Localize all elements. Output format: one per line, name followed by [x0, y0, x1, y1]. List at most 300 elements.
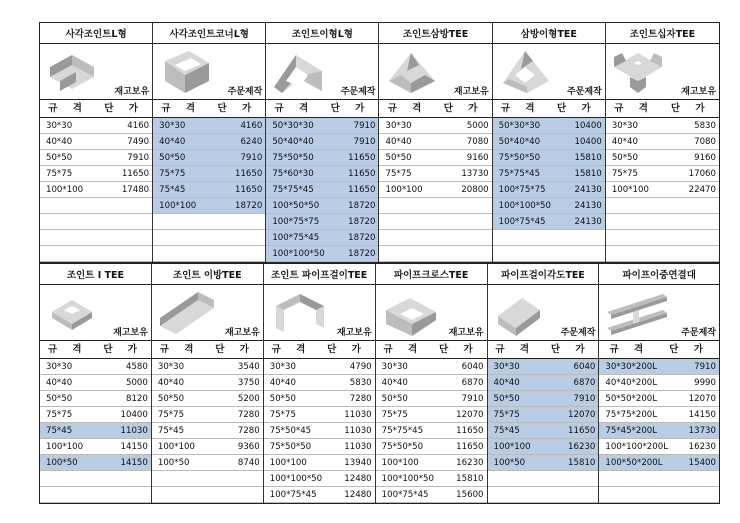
product-title: 조인트 I TEE: [40, 264, 151, 285]
size-cell: 40*40: [46, 377, 73, 388]
product-column: [264, 264, 376, 503]
table-row: [153, 246, 265, 262]
column-header: [606, 100, 719, 118]
column-header: [599, 341, 719, 359]
size-cell: 100*75*45: [272, 232, 320, 243]
spec-header: 규 격: [161, 103, 202, 114]
table-row: [266, 214, 378, 230]
price-cell: 9360: [237, 441, 260, 452]
table-row: [376, 455, 487, 471]
size-cell: 100*75*45: [498, 216, 546, 227]
table-row: [40, 198, 152, 214]
table-row: [40, 214, 152, 230]
price-cell: 9160: [694, 152, 716, 163]
table-row: [488, 359, 599, 375]
price-cell: 7910: [127, 152, 150, 163]
table-row: [264, 407, 375, 423]
table-row: [376, 439, 487, 455]
size-cell: 50*50*200L: [605, 393, 658, 404]
price-cell: 18720: [348, 232, 376, 243]
price-cell: 4160: [127, 120, 150, 131]
price-cell: 13730: [461, 168, 489, 179]
column-header: [40, 100, 152, 118]
size-cell: 50*50: [385, 152, 412, 163]
table-row: [599, 487, 719, 503]
size-cell: 30*30: [46, 361, 73, 372]
size-cell: 100*100: [46, 441, 84, 452]
column-header: [488, 341, 599, 359]
size-cell: 30*30: [611, 120, 638, 131]
size-cell: 75*50*50: [381, 441, 424, 452]
size-cell: 100*100*50: [269, 473, 323, 484]
size-cell: 100*100: [385, 184, 423, 195]
table-row: [266, 182, 378, 198]
size-cell: 75*45: [46, 425, 73, 436]
product-column: [599, 264, 719, 503]
size-cell: 30*30: [159, 120, 186, 131]
size-cell: 100*100*50: [498, 200, 551, 211]
price-cell: 12070: [688, 393, 716, 404]
table-row: [493, 134, 605, 150]
stock-status: 주문제작: [560, 328, 596, 338]
column-header: [40, 341, 151, 359]
table-row: [493, 198, 605, 214]
table-row: [379, 246, 491, 262]
table-row: [264, 391, 375, 407]
product-image: [266, 44, 378, 100]
price-cell: 6870: [461, 377, 484, 388]
size-cell: 75*75: [385, 168, 412, 179]
size-cell: 75*60*30: [272, 168, 314, 179]
table-row: [40, 166, 152, 182]
size-cell: 40*40*200L: [605, 377, 658, 388]
price-cell: 15810: [574, 168, 602, 179]
size-cell: 100*50*200L: [605, 457, 663, 468]
product-column: [266, 23, 379, 262]
column-header: [152, 341, 263, 359]
price-cell: 9990: [694, 377, 716, 388]
table-row: [152, 391, 263, 407]
table-row: [40, 230, 152, 246]
product-title: 조인트삼방TEE: [379, 23, 491, 44]
product-title: 조인트십자TEE: [606, 23, 719, 44]
price-header: 단 가: [327, 344, 367, 355]
table-row: [152, 359, 263, 375]
price-cell: 13730: [688, 425, 716, 436]
size-cell: 75*75: [159, 168, 186, 179]
table-row: [488, 423, 599, 439]
table-row: [488, 471, 599, 487]
size-cell: 40*40: [381, 377, 408, 388]
table-row: [264, 487, 375, 503]
table-row: [40, 182, 152, 198]
table-row: [376, 359, 487, 375]
price-cell: 20800: [461, 184, 489, 195]
price-cell: 11650: [121, 168, 150, 179]
table-row: [599, 423, 719, 439]
price-cell: 8120: [126, 393, 148, 404]
table-row: [266, 118, 378, 134]
size-cell: 100*100*200L: [605, 441, 668, 452]
product-image: [379, 44, 491, 100]
table-row: [153, 182, 265, 198]
price-cell: 5830: [349, 377, 372, 388]
price-cell: 7080: [466, 136, 489, 147]
size-cell: 100*100: [157, 441, 195, 452]
size-cell: 40*40: [611, 136, 638, 147]
table-row: [599, 439, 719, 455]
column-header: [376, 341, 487, 359]
price-cell: 13940: [344, 457, 372, 468]
product-column: [493, 23, 606, 262]
table-row: [606, 166, 719, 182]
price-cell: 12070: [568, 409, 596, 420]
price-cell: 16230: [568, 441, 596, 452]
product-title: 파이프이중연결대: [599, 264, 719, 285]
table-row: [266, 166, 378, 182]
size-cell: 30*30: [385, 120, 412, 131]
product-title: 삼방이형TEE: [493, 23, 605, 44]
table-row: [599, 375, 719, 391]
spec-header: 규 격: [274, 103, 315, 114]
table-row: [606, 118, 719, 134]
table-row: [152, 439, 263, 455]
price-cell: 11650: [568, 425, 596, 436]
price-cell: 11030: [344, 441, 372, 452]
size-cell: 30*30: [157, 361, 185, 372]
product-image: [599, 285, 719, 341]
price-cell: 14150: [688, 409, 716, 420]
size-cell: 100*75*75: [498, 184, 546, 195]
size-cell: 75*45: [159, 184, 186, 195]
price-cell: 10400: [574, 120, 602, 131]
table-row: [488, 439, 599, 455]
product-image: [40, 44, 152, 100]
product-image: [376, 285, 487, 341]
table-row: [599, 391, 719, 407]
table-row: [152, 455, 263, 471]
price-cell: 7280: [237, 425, 260, 436]
price-cell: 4790: [349, 361, 372, 372]
size-cell: 75*75*200L: [605, 409, 658, 420]
size-cell: 50*50: [493, 393, 520, 404]
table-row: [599, 471, 719, 487]
price-cell: 18720: [348, 216, 376, 227]
table-row: [376, 375, 487, 391]
table-row: [264, 455, 375, 471]
size-cell: 30*30: [269, 361, 296, 372]
size-cell: 50*50: [46, 152, 73, 163]
size-cell: 50*50: [381, 393, 408, 404]
table-row: [264, 359, 375, 375]
price-cell: 11650: [348, 184, 376, 195]
product-image: [153, 44, 265, 100]
size-cell: 50*50: [46, 393, 73, 404]
table-row: [264, 471, 375, 487]
size-cell: 100*100: [159, 200, 197, 211]
size-cell: 100*100*50: [272, 248, 325, 259]
product-image: [493, 44, 605, 100]
size-cell: 100*50: [157, 457, 190, 468]
size-cell: 50*40*40: [272, 136, 314, 147]
price-cell: 15810: [574, 152, 602, 163]
stock-status: 주문제작: [567, 87, 602, 97]
price-cell: 10400: [574, 136, 602, 147]
product-column: [379, 23, 492, 262]
size-cell: 100*75*45: [269, 489, 317, 500]
table-row: [599, 407, 719, 423]
price-cell: 16230: [456, 457, 484, 468]
price-cell: 11650: [348, 168, 376, 179]
price-cell: 24130: [574, 216, 602, 227]
price-cell: 15810: [456, 473, 484, 484]
spec-header: 규 격: [48, 103, 88, 114]
size-cell: 30*30: [46, 120, 73, 131]
stock-status: 재고보유: [336, 328, 372, 338]
price-cell: 7280: [349, 393, 372, 404]
table-row: [379, 230, 491, 246]
table-row: [376, 391, 487, 407]
product-image: [488, 285, 599, 341]
price-cell: 11650: [348, 152, 376, 163]
price-cell: 7910: [461, 393, 484, 404]
price-cell: 11030: [120, 425, 148, 436]
table-row: [379, 118, 491, 134]
table-row: [153, 166, 265, 182]
price-cell: 5000: [466, 120, 489, 131]
table-row: [152, 407, 263, 423]
table-row: [152, 375, 263, 391]
product-column: [40, 264, 152, 503]
price-cell: 24130: [574, 200, 602, 211]
price-cell: 15600: [456, 489, 484, 500]
size-cell: 100*100: [381, 457, 419, 468]
size-cell: 75*75: [493, 409, 520, 420]
table-row: [488, 487, 599, 503]
size-cell: 40*40: [157, 377, 185, 388]
size-cell: 100*75*75: [272, 216, 320, 227]
price-cell: 7910: [353, 120, 376, 131]
price-cell: 9160: [466, 152, 489, 163]
size-cell: 100*75*45: [381, 489, 429, 500]
price-cell: 14150: [120, 441, 148, 452]
product-image: [264, 285, 375, 341]
table-row: [493, 150, 605, 166]
price-cell: 10400: [120, 409, 148, 420]
table-row: [606, 182, 719, 198]
price-cell: 12480: [344, 473, 372, 484]
price-cell: 16230: [688, 441, 716, 452]
product-title: 조인트 파이프걸이TEE: [264, 264, 375, 285]
table-row: [493, 246, 605, 262]
size-cell: 75*45*200L: [605, 425, 658, 436]
size-cell: 100*100: [493, 441, 531, 452]
stock-status: 재고보유: [113, 328, 148, 338]
size-cell: 50*30*30: [498, 120, 541, 131]
product-column: [376, 264, 488, 503]
table-row: [606, 198, 719, 214]
price-cell: 5000: [126, 377, 148, 388]
table-row: [40, 455, 151, 471]
table-row: [376, 407, 487, 423]
size-cell: 75*75: [46, 409, 73, 420]
price-cell: 22470: [688, 184, 716, 195]
spec-header: 규 격: [614, 103, 654, 114]
table-row: [488, 407, 599, 423]
size-cell: 100*100: [46, 184, 84, 195]
table-row: [606, 214, 719, 230]
spec-header: 규 격: [495, 344, 536, 355]
stock-status: 주문제작: [681, 328, 716, 338]
size-cell: 40*40: [493, 377, 520, 388]
size-cell: 75*75: [269, 409, 296, 420]
price-cell: 7280: [237, 409, 260, 420]
price-cell: 15810: [568, 457, 596, 468]
product-image: [606, 44, 719, 100]
price-header: 단 가: [215, 344, 255, 355]
price-header: 단 가: [556, 103, 597, 114]
stock-status: 주문제작: [340, 87, 376, 97]
table-row: [493, 166, 605, 182]
product-image: [152, 285, 263, 341]
size-cell: 100*50*50: [272, 200, 320, 211]
price-header: 단 가: [438, 344, 479, 355]
price-cell: 7910: [353, 136, 376, 147]
price-cell: 18720: [348, 200, 376, 211]
spec-header: 규 격: [159, 344, 200, 355]
table-row: [40, 246, 152, 262]
table-row: [606, 230, 719, 246]
table-row: [153, 214, 265, 230]
column-header: [153, 100, 265, 118]
price-header: 단 가: [443, 103, 484, 114]
price-cell: 7490: [127, 136, 150, 147]
price-cell: 7910: [573, 393, 596, 404]
price-cell: 4580: [126, 361, 148, 372]
price-cell: 11650: [456, 441, 484, 452]
price-cell: 11030: [344, 425, 372, 436]
size-cell: 50*50: [269, 393, 296, 404]
size-cell: 50*50: [157, 393, 185, 404]
product-title: 조인트이형L형: [266, 23, 378, 44]
table-row: [599, 359, 719, 375]
spec-header: 규 격: [609, 344, 650, 355]
table-row: [599, 455, 719, 471]
table-row: [40, 471, 151, 487]
size-cell: 75*50*50: [498, 152, 541, 163]
price-header: 단 가: [330, 103, 371, 114]
table-row: [153, 198, 265, 214]
price-header: 단 가: [550, 344, 591, 355]
spec-header: 규 격: [47, 344, 88, 355]
table-row: [153, 230, 265, 246]
size-cell: 40*40: [269, 377, 296, 388]
size-cell: 75*75: [381, 409, 408, 420]
price-cell: 3750: [237, 377, 260, 388]
size-cell: 100*50: [46, 457, 78, 468]
table-row: [488, 375, 599, 391]
table-row: [493, 230, 605, 246]
table-row: [264, 375, 375, 391]
spec-header: 규 격: [500, 103, 541, 114]
price-cell: 6870: [573, 377, 596, 388]
size-cell: 75*50*45: [269, 425, 312, 436]
table-row: [40, 359, 151, 375]
table-row: [40, 375, 151, 391]
column-header: [379, 100, 491, 118]
table-row: [488, 455, 599, 471]
size-cell: 100*100: [611, 184, 649, 195]
product-column: [606, 23, 719, 262]
price-cell: 3540: [237, 361, 260, 372]
stock-status: 주문제작: [227, 87, 263, 97]
price-cell: 7910: [240, 152, 263, 163]
table-row: [266, 150, 378, 166]
table-row: [493, 182, 605, 198]
size-cell: 100*50: [493, 457, 526, 468]
size-cell: 75*75: [611, 168, 638, 179]
product-title: 사각조인트코너L형: [153, 23, 265, 44]
size-cell: 30*30: [381, 361, 408, 372]
price-cell: 17060: [688, 168, 716, 179]
size-cell: 40*40: [46, 136, 73, 147]
product-column: [153, 23, 266, 262]
size-cell: 75*75: [46, 168, 73, 179]
table-row: [40, 487, 151, 503]
product-image: [40, 285, 151, 341]
price-cell: 4160: [240, 120, 263, 131]
size-cell: 100*100: [269, 457, 307, 468]
table-row: [376, 487, 487, 503]
column-header: [266, 100, 378, 118]
price-cell: 17480: [121, 184, 150, 195]
table-row: [153, 150, 265, 166]
table-row: [153, 118, 265, 134]
price-cell: 24130: [574, 184, 602, 195]
product-title: 사각조인트L형: [40, 23, 152, 44]
price-cell: 18720: [234, 200, 263, 211]
price-header: 단 가: [669, 344, 709, 355]
size-cell: 30*30: [493, 361, 520, 372]
size-cell: 50*50: [159, 152, 186, 163]
stock-status: 재고보유: [453, 87, 489, 97]
price-cell: 11650: [234, 184, 263, 195]
size-cell: 75*50*50: [272, 152, 314, 163]
stock-status: 재고보유: [448, 328, 484, 338]
price-cell: 6040: [573, 361, 596, 372]
table-row: [493, 214, 605, 230]
product-title: 파이프크로스TEE: [376, 264, 487, 285]
table-row: [264, 439, 375, 455]
size-cell: 75*45: [493, 425, 520, 436]
table-row: [379, 214, 491, 230]
table-row: [376, 423, 487, 439]
price-header: 단 가: [104, 103, 144, 114]
price-cell: 6040: [461, 361, 484, 372]
price-cell: 11650: [456, 425, 484, 436]
table-row: [376, 471, 487, 487]
spec-header: 규 격: [383, 344, 424, 355]
price-cell: 6240: [240, 136, 263, 147]
price-cell: 8740: [237, 457, 260, 468]
size-cell: 75*75*45: [381, 425, 424, 436]
table-row: [488, 391, 599, 407]
table-row: [40, 150, 152, 166]
column-header: [264, 341, 375, 359]
table-row: [606, 134, 719, 150]
price-cell: 11030: [344, 409, 372, 420]
product-title: 조인트 이방TEE: [152, 264, 263, 285]
